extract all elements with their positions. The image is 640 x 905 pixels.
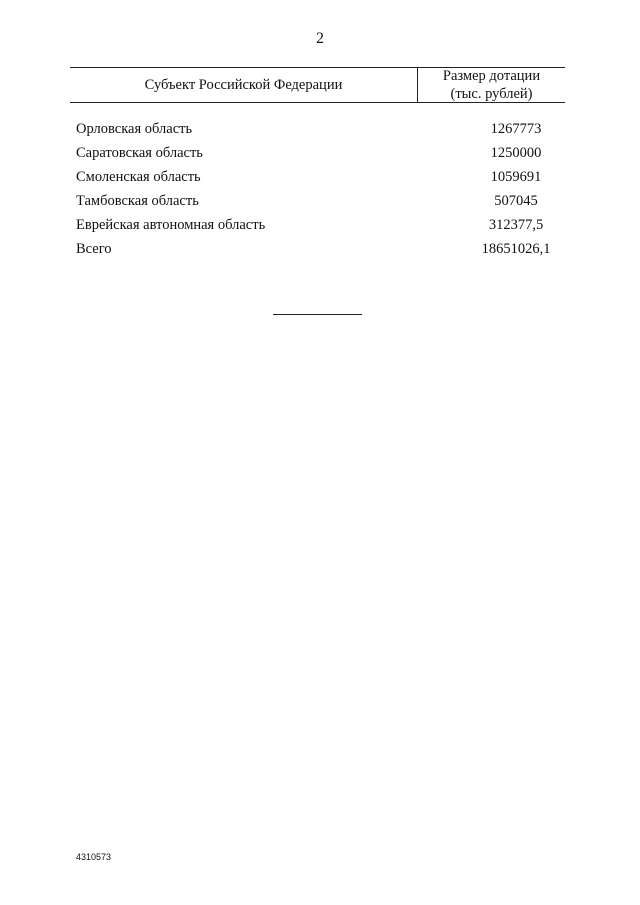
page-number: 2 [316,30,324,47]
table-row [76,117,556,141]
row-subject-name: Еврейская автономная область [76,217,266,233]
table-row [76,189,556,213]
row-amount: 312377,5 [488,217,544,233]
document-code: 4310573 [76,852,112,862]
table-row-total [76,237,556,261]
row-amount: 1250000 [490,145,542,161]
row-subject-name: Саратовская область [76,145,203,161]
row-subject-name: Орловская область [76,121,193,137]
header-subject: Субъект Российской Федерации [144,77,343,93]
header-amount-line1: Размер дотации [442,68,541,84]
header-bottom-rule [70,102,565,103]
row-amount: 507045 [494,193,538,209]
row-subject-name: Тамбовская область [76,193,199,209]
table-row [76,141,556,165]
row-amount: 1267773 [490,121,542,137]
table-row [76,213,556,237]
row-total-label: Всего [76,241,112,257]
table-row [76,165,556,189]
header-amount-line2: (тыс. рублей) [450,86,533,102]
end-of-table-separator [273,314,362,315]
row-total-amount: 18651026,1 [481,241,551,257]
row-amount: 1059691 [490,169,542,185]
row-subject-name: Смоленская область [76,169,201,185]
